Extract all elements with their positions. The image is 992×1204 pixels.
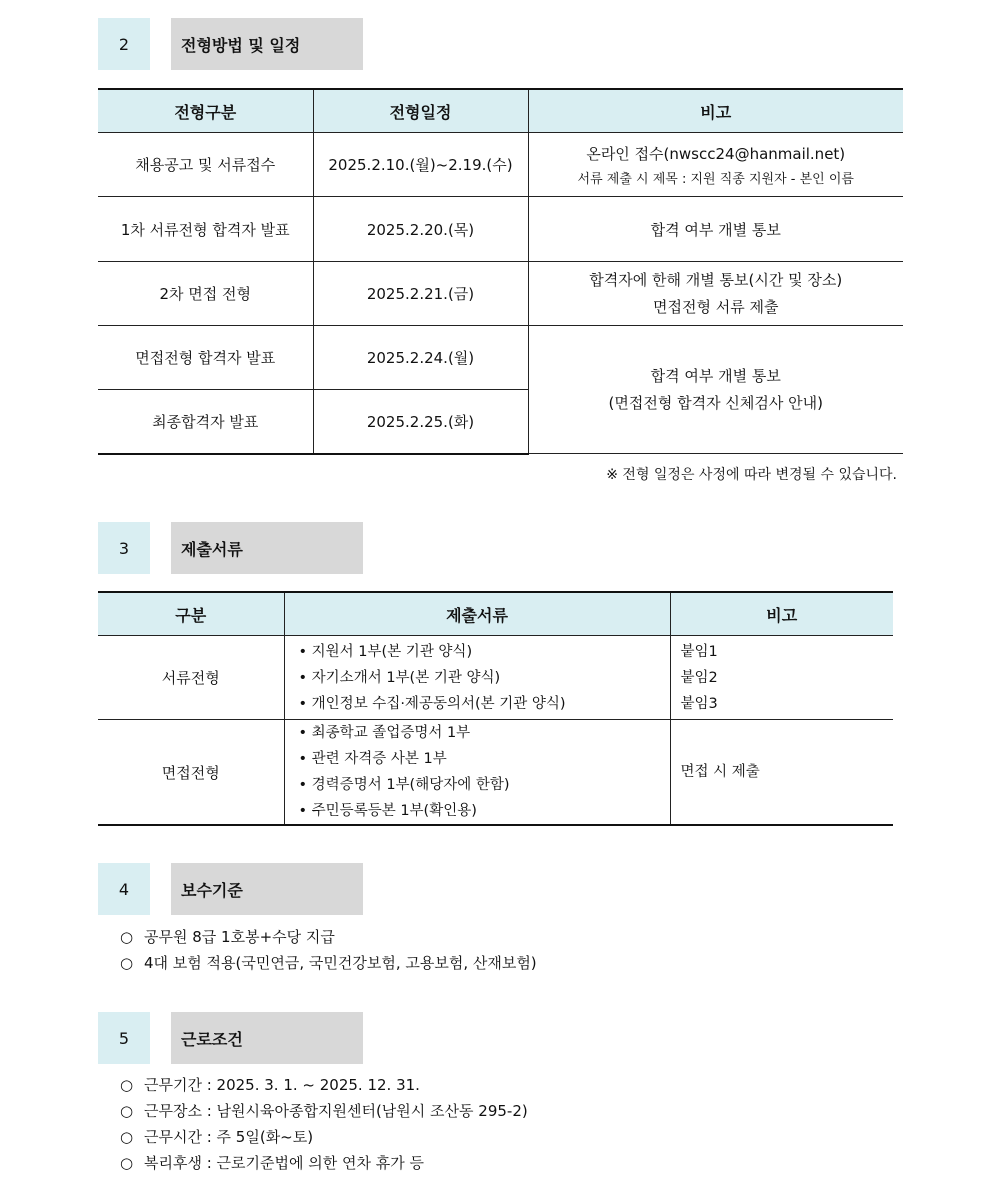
section-title: 제출서류 [171,522,363,574]
table-row [98,636,893,720]
note-cell [528,326,903,454]
remark-cell [670,720,893,826]
remark-text: 붙임2 [680,669,718,686]
stage-cell: 2차 면접 전형 [98,262,313,326]
list-item: • 자기소개서 1부(본 기관 양식) [299,665,670,691]
category-cell: 서류전형 [98,636,284,720]
note-text: 온라인 접수(nwscc24@hanmail.net) [586,144,846,163]
list-item: ○ 복리후생 : 근로기준법에 의한 연차 휴가 등 [120,1150,528,1176]
list-item: ○ 근무기간 : 2025. 3. 1. ~ 2025. 12. 31. [120,1072,528,1098]
pay-list [120,924,537,976]
column-header: 비고 [528,89,903,133]
schedule-footnote: ※ 전형 일정은 사정에 따라 변경될 수 있습니다. [606,467,897,483]
note-text: 합격 여부 개별 통보 [650,366,781,385]
stage-cell: 1차 서류전형 합격자 발표 [98,197,313,262]
documents-table [98,591,893,826]
category-cell: 면접전형 [98,720,284,826]
column-header: 전형구분 [98,89,313,133]
section-number: 4 [98,863,150,915]
table-row [98,197,903,262]
section-title: 보수기준 [171,863,363,915]
items-cell [284,636,670,720]
section-number: 2 [98,18,150,70]
column-header: 구분 [98,592,284,636]
table-row [98,133,903,197]
list-item: • 경력증명서 1부(해당자에 한함) [299,772,670,798]
date-cell: 2025.2.24.(월) [313,326,528,390]
section-title: 근로조건 [171,1012,363,1064]
date-cell: 2025.2.10.(월)~2.19.(수) [313,133,528,197]
note-text: 합격자에 한해 개별 통보(시간 및 장소) [589,270,843,289]
list-item: • 지원서 1부(본 기관 양식) [299,639,670,665]
note-cell [528,262,903,326]
remark-text: 면접 시 제출 [680,764,760,780]
list-item: • 관련 자격증 사본 1부 [299,746,670,772]
remark-cell [670,636,893,720]
column-header: 비고 [670,592,893,636]
list-item: ○ 근무장소 : 남원시육아종합지원센터(남원시 조산동 295-2) [120,1098,528,1124]
table-row [98,262,903,326]
note-cell: 합격 여부 개별 통보 [528,197,903,262]
stage-cell: 최종합격자 발표 [98,390,313,454]
note-text: (면접전형 합격자 신체검사 안내) [608,393,823,412]
column-header: 전형일정 [313,89,528,133]
note-subtext: 서류 제출 시 제목 : 지원 직종 지원자 - 본인 이름 [577,171,854,187]
list-item: • 주민등록등본 1부(확인용) [299,798,670,824]
section-title: 전형방법 및 일정 [171,18,363,70]
remark-text: 붙임3 [680,695,718,712]
note-text: 면접전형 서류 제출 [653,297,779,316]
table-row [98,326,903,390]
date-cell: 2025.2.21.(금) [313,262,528,326]
section-number: 3 [98,522,150,574]
stage-cell: 채용공고 및 서류접수 [98,133,313,197]
section-number: 5 [98,1012,150,1064]
conditions-list [120,1072,528,1176]
note-cell [528,133,903,197]
list-item: ○ 4대 보험 적용(국민연금, 국민건강보험, 고용보험, 산재보험) [120,950,537,976]
list-item: ○ 근무시간 : 주 5일(화~토) [120,1124,528,1150]
table-row [98,720,893,826]
list-item: • 개인정보 수집·제공동의서(본 기관 양식) [299,691,670,717]
remark-text: 붙임1 [680,643,718,660]
stage-cell: 면접전형 합격자 발표 [98,326,313,390]
list-item: • 최종학교 졸업증명서 1부 [299,720,670,746]
date-cell: 2025.2.20.(목) [313,197,528,262]
column-header: 제출서류 [284,592,670,636]
date-cell: 2025.2.25.(화) [313,390,528,454]
list-item: ○ 공무원 8급 1호봉+수당 지급 [120,924,537,950]
items-cell [284,720,670,826]
schedule-table [98,88,903,455]
